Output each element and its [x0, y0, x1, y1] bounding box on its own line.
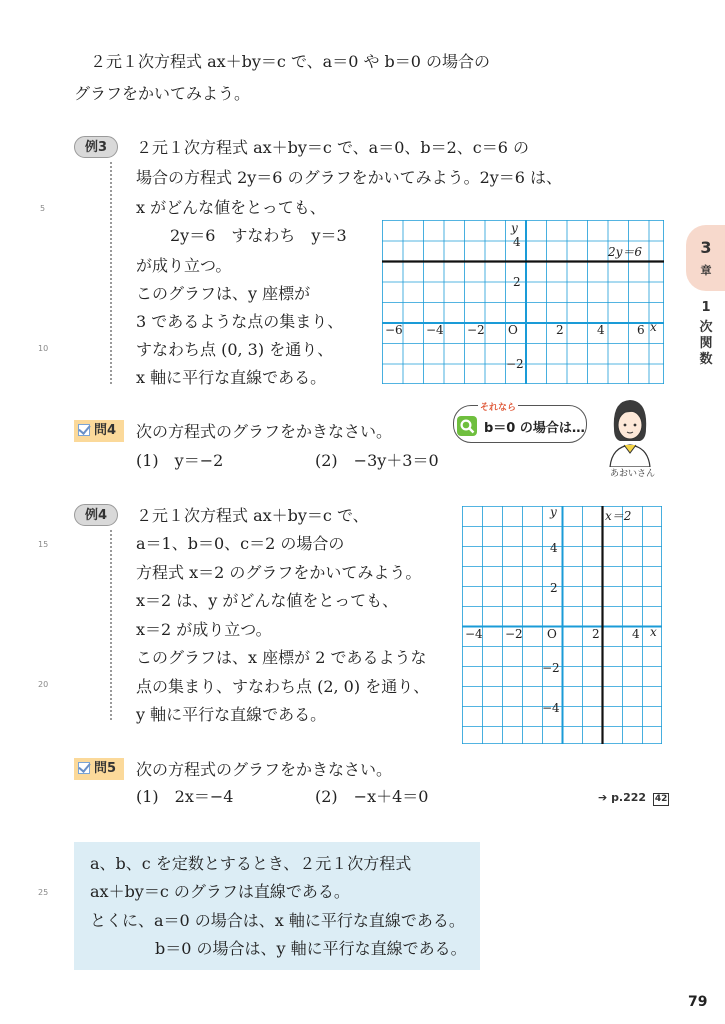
x-tick-label: −6	[385, 323, 403, 337]
question-5-badge-label: 問5	[94, 761, 117, 776]
y-tick-label: −2	[506, 357, 524, 371]
magnifier-icon	[456, 415, 478, 437]
x-tick-label: −4	[426, 323, 444, 337]
example-3-line-6: このグラフは、y 座標が	[136, 284, 311, 303]
page-number: 79	[688, 994, 708, 1010]
line-number: 15	[38, 540, 49, 549]
example-3-line-8: すなわち点 (0, 3) を通り、	[136, 340, 334, 359]
y-axis-label: y	[511, 221, 518, 235]
chapter-title-char: 1	[701, 300, 711, 315]
origin-label: O	[508, 323, 518, 337]
x-tick-label: 6	[637, 323, 645, 337]
summary-line-4: b＝0 の場合は、y 軸に平行な直線である。	[155, 939, 467, 958]
question-5-item-1: (1) 2x＝−4	[136, 787, 234, 806]
summary-line-2: ax＋by＝c のグラフは直線である。	[90, 882, 350, 901]
example-4-line-1: ２元１次方程式 ax＋by＝c で、	[136, 506, 369, 525]
x-axis-label: x	[650, 320, 657, 334]
example-3-line-4: 2y＝6 すなわち y＝3	[170, 226, 347, 245]
y-tick-label: 4	[513, 235, 521, 249]
example-4-line-4: x＝2 は、y がどんな値をとっても、	[136, 591, 399, 610]
question-4-badge	[74, 420, 124, 442]
example-4-line-8: y 軸に平行な直線である。	[136, 705, 327, 724]
x-tick-label: 4	[632, 627, 640, 641]
example-4-line-5: x＝2 が成り立つ。	[136, 620, 272, 639]
question-4-item-1: (1) y＝−2	[136, 451, 224, 470]
character-illustration	[600, 395, 660, 467]
intro-line-2: グラフをかいてみよう。	[74, 84, 251, 103]
question-5-item-2: (2) −x＋4＝0	[315, 787, 429, 806]
chapter-number: 3	[700, 238, 712, 257]
bubble-header: それなら	[478, 400, 518, 413]
page-reference-link[interactable]	[598, 791, 669, 806]
x-tick-label: 2	[592, 627, 600, 641]
checkbox-icon	[78, 762, 90, 774]
example-3-line-2: 場合の方程式 2y＝6 のグラフをかいてみよう。2y＝6 は、	[136, 168, 563, 187]
line-number: 20	[38, 680, 49, 689]
question-5-prompt: 次の方程式のグラフをかきなさい。	[136, 760, 393, 779]
x-tick-label: 4	[597, 323, 605, 337]
graph-x-equals-2	[462, 506, 662, 744]
x-tick-label: −4	[465, 627, 483, 641]
question-4-item-2: (2) −3y＋3＝0	[315, 451, 439, 470]
chapter-tab[interactable]	[686, 225, 725, 291]
chapter-label: 章	[700, 264, 712, 277]
summary-line-3: とくに、a＝0 の場合は、x 軸に平行な直線である。	[90, 911, 465, 930]
question-4-badge-label: 問4	[94, 423, 117, 438]
arrow-right-icon: ➔	[598, 791, 608, 804]
example-3-line-3: x がどんな値をとっても、	[136, 198, 326, 217]
line-number: 5	[40, 204, 46, 213]
example-4-line-2: a＝1、b＝0、c＝2 の場合の	[136, 534, 345, 553]
y-tick-label: 4	[550, 541, 558, 555]
graph-2y-equals-6	[382, 220, 664, 384]
checkbox-icon	[78, 424, 90, 436]
example-3-line-7: 3 であるような点の集まり、	[136, 312, 344, 331]
summary-line-1: a、b、c を定数とするとき、２元１次方程式	[90, 854, 412, 873]
y-tick-label: 2	[513, 275, 521, 289]
example-3-badge: 例3	[74, 136, 118, 158]
example-3-line-5: が成り立つ。	[136, 256, 232, 275]
line-number: 10	[38, 344, 49, 353]
chapter-title-char: 次	[699, 320, 713, 335]
x-tick-label: 2	[556, 323, 564, 337]
example-3-divider	[110, 162, 112, 384]
line-number: 25	[38, 888, 49, 897]
x-tick-label: −2	[505, 627, 523, 641]
graph-line-label: 2y＝6	[608, 245, 643, 259]
character-name: あおいさん	[610, 469, 656, 479]
example-4-badge: 例4	[74, 504, 118, 526]
question-4-prompt: 次の方程式のグラフをかきなさい。	[136, 422, 393, 441]
chapter-title-char: 関	[699, 336, 713, 351]
x-axis-label: x	[650, 625, 657, 639]
graph-line-label: x＝2	[605, 509, 632, 523]
y-axis-label: y	[550, 506, 557, 519]
example-4-line-3: 方程式 x＝2 のグラフをかいてみよう。	[136, 563, 422, 582]
y-tick-label: 2	[550, 581, 558, 595]
example-4-divider	[110, 530, 112, 720]
bubble-text: b＝0 の場合は…	[484, 421, 585, 436]
origin-label: O	[547, 627, 557, 641]
y-tick-label: −4	[542, 701, 560, 715]
example-4-line-7: 点の集まり、すなわち点 (2, 0) を通り、	[136, 677, 430, 696]
example-3-line-9: x 軸に平行な直線である。	[136, 368, 327, 387]
reference-number: 42	[654, 794, 668, 804]
chapter-title-char: 数	[699, 352, 713, 367]
question-5-badge	[74, 758, 124, 780]
example-3-line-1: ２元１次方程式 ax＋by＝c で、a＝0、b＝2、c＝6 の	[136, 138, 530, 157]
x-tick-label: −2	[467, 323, 485, 337]
y-tick-label: −2	[542, 661, 560, 675]
intro-line-1: ２元１次方程式 ax＋by＝c で、a＝0 や b＝0 の場合の	[90, 52, 491, 71]
page-reference: p.222	[611, 791, 647, 804]
example-4-line-6: このグラフは、x 座標が 2 であるような	[136, 648, 427, 667]
